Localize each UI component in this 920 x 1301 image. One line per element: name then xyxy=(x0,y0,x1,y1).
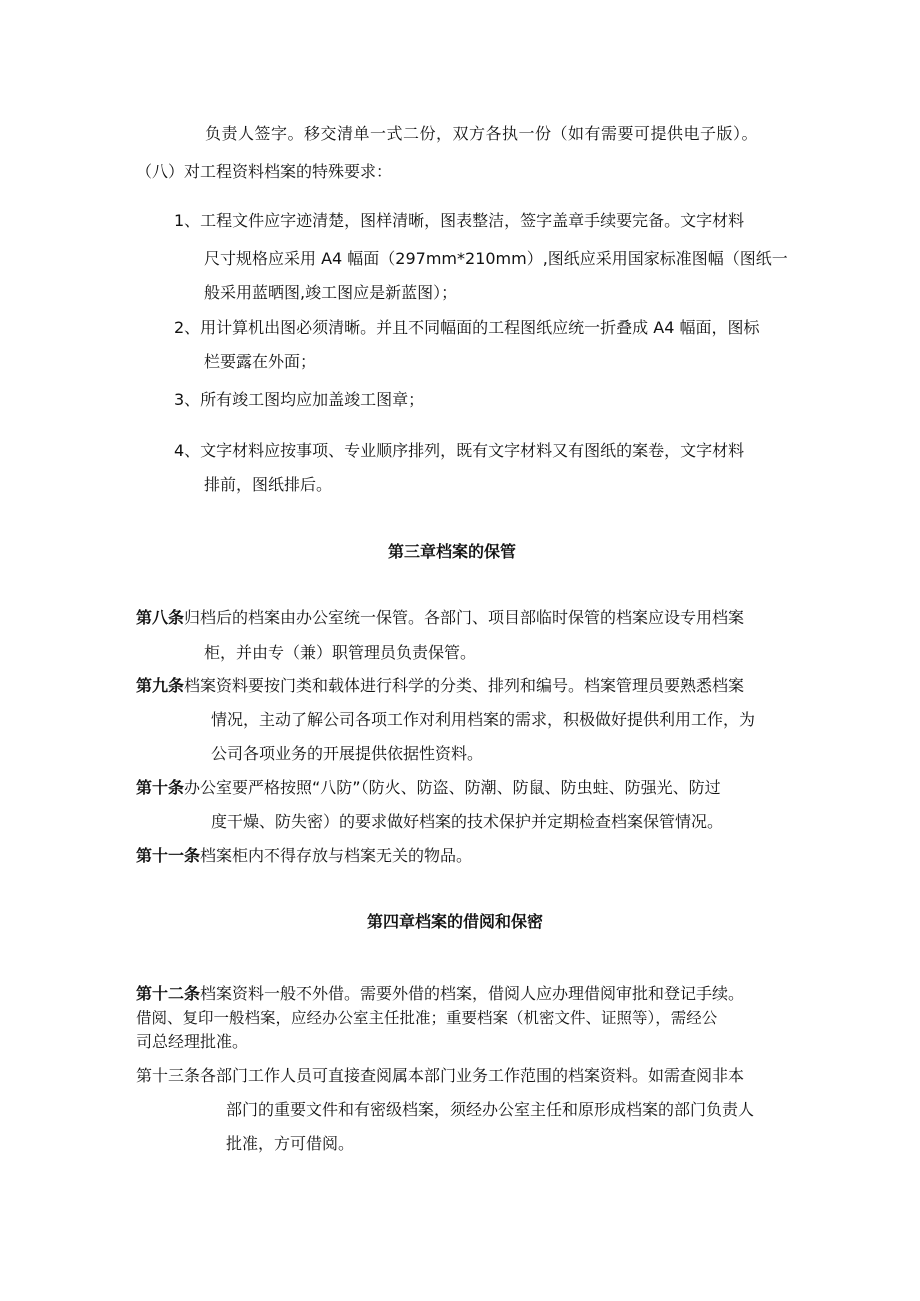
chapter-3-title: 第三章档案的保管 xyxy=(388,542,517,561)
item-1-line-3: 般采用蓝晒图,竣工图应是新蓝图）； xyxy=(204,283,458,302)
item-3-line-1: 3、所有竣工图均应加盖竣工图章； xyxy=(174,390,425,409)
article-12-line-1 xyxy=(136,984,744,1004)
article-12-line-2: 借阅、复印一般档案，应经办公室主任批准；重要档案（机密文件、证照等），需经公 xyxy=(136,1009,718,1027)
continued-line: 负责人签字。移交清单一式二份，双方各执一份（如有需要可提供电子版）。 xyxy=(205,124,759,143)
article-9-label: 第九条 xyxy=(136,676,185,695)
article-12-line-3: 司总经理批准。 xyxy=(136,1032,249,1051)
article-11-line-1 xyxy=(136,846,472,866)
item-4-line-2: 排前，图纸排后。 xyxy=(204,475,333,494)
item-1-line-2: 尺寸规格应采用 A4 幅面（297mm*210mm）,图纸应采用国家标准图幅（图纸一 xyxy=(204,249,788,268)
article-13-line-1: 第十三条各部门工作人员可直接查阅属本部门业务工作范围的档案资料。如需查阅非本 xyxy=(136,1066,745,1085)
article-12-label: 第十二条 xyxy=(136,984,201,1003)
article-13-line-2: 部门的重要文件和有密级档案，须经办公室主任和原形成档案的部门负责人 xyxy=(226,1100,755,1119)
article-12-text: 档案资料一般不外借。需要外借的档案，借阅人应办理借阅审批和登记手续。 xyxy=(200,984,745,1003)
article-8-line-2: 柜，并由专（兼）职管理员负责保管。 xyxy=(204,643,477,662)
article-8-line-1 xyxy=(136,608,744,628)
article-10-line-1 xyxy=(136,778,721,798)
chapter-4-title: 第四章档案的借阅和保密 xyxy=(367,912,544,931)
article-10-label: 第十条 xyxy=(136,778,185,797)
article-10-text: 办公室要严格按照“八防”（防火、防盗、防潮、防鼠、防虫蛀、防强光、防过 xyxy=(184,778,721,797)
article-13-line-3: 批准，方可借阅。 xyxy=(226,1134,355,1153)
article-8-text: 归档后的档案由办公室统一保管。各部门、项目部临时保管的档案应设专用档案 xyxy=(184,608,745,627)
article-9-line-1 xyxy=(136,676,744,696)
article-9-line-2: 情况，主动了解公司各项工作对利用档案的需求，积极做好提供利用工作，为 xyxy=(211,710,756,729)
article-9-text: 档案资料要按门类和载体进行科学的分类、排列和编号。档案管理员要熟悉档案 xyxy=(184,676,745,695)
article-11-text: 档案柜内不得存放与档案无关的物品。 xyxy=(200,846,473,865)
item-4-line-1: 4、文字材料应按事项、专业顺序排列，既有文字材料又有图纸的案卷，文字材料 xyxy=(174,441,745,460)
article-11-label: 第十一条 xyxy=(136,846,201,865)
section-8-heading: （八）对工程资料档案的特殊要求： xyxy=(136,162,393,181)
item-2-line-2: 栏要露在外面； xyxy=(204,352,317,371)
article-10-line-2: 度干燥、防失密）的要求做好档案的技术保护并定期检查档案保管情况。 xyxy=(211,812,724,831)
item-1-line-1: 1、工程文件应字迹清楚，图样清晰，图表整洁，签字盖章手续要完备。文字材料 xyxy=(174,211,745,230)
item-2-line-1: 2、用计算机出图必须清晰。并且不同幅面的工程图纸应统一折叠成 A4 幅面，图标 xyxy=(174,318,760,337)
article-9-line-3: 公司各项业务的开展提供依据性资料。 xyxy=(211,744,484,763)
article-8-label: 第八条 xyxy=(136,608,185,627)
